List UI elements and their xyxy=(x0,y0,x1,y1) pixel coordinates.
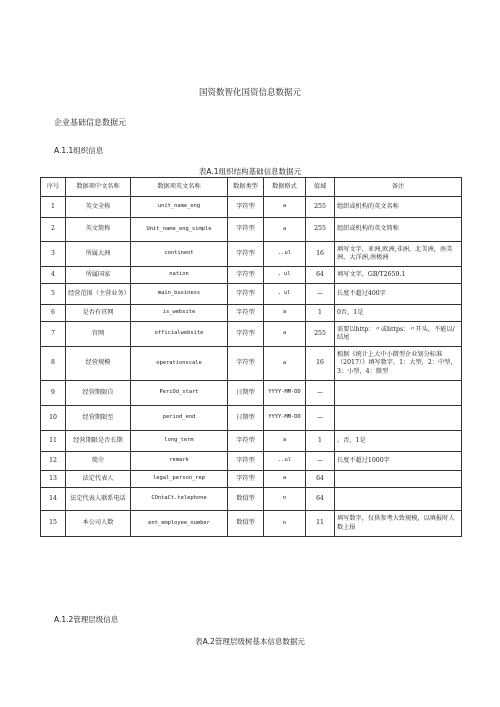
row-index: 7 xyxy=(41,322,66,347)
subsection-org-info: A.1.1组织信息 xyxy=(54,146,104,155)
row-remarks: 长度不超过400字 xyxy=(335,284,462,305)
row-en-name: period_end xyxy=(131,406,228,431)
row-remarks xyxy=(335,406,462,431)
table-row xyxy=(41,452,462,471)
row-value-range: 16 xyxy=(306,347,335,381)
row-index: 5 xyxy=(41,284,66,305)
row-value-range: 1 xyxy=(306,431,335,452)
row-data-type: 字符型 xyxy=(228,431,264,452)
row-index: 4 xyxy=(41,267,66,284)
header-value-range: 值域 xyxy=(306,178,335,197)
table-row xyxy=(41,284,462,305)
row-cn-name: 官网 xyxy=(66,322,131,347)
row-data-format: YYYY-MM-DD xyxy=(264,406,306,431)
row-value-range: 1 xyxy=(306,305,335,322)
document-title: 国资数智化国资信息数据元 xyxy=(198,88,301,98)
row-cn-name: 所属大洲 xyxy=(66,242,131,267)
row-remarks: 组织或机构的英文名称 xyxy=(335,197,462,218)
header-index: 序号 xyxy=(41,178,66,197)
row-en-name: continent xyxy=(131,242,228,267)
row-value-range: 255 xyxy=(306,218,335,242)
table-row xyxy=(41,347,462,381)
row-data-format: 、ul xyxy=(264,267,306,284)
row-data-format: a xyxy=(264,322,306,347)
row-index: 1 xyxy=(41,197,66,218)
row-en-name: main_business xyxy=(131,284,228,305)
row-cn-name: 英文简称 xyxy=(66,218,131,242)
row-cn-name: 经营期限是否长期 xyxy=(66,431,131,452)
table-row xyxy=(41,218,462,242)
row-index: 10 xyxy=(41,406,66,431)
row-value-range: 16 xyxy=(306,242,335,267)
row-value-range: 11 xyxy=(306,511,335,537)
header-en-name: 数据项英文名称 xyxy=(131,178,228,197)
table-row xyxy=(41,511,462,537)
row-cn-name: 英文全称 xyxy=(66,197,131,218)
header-remarks: 备注 xyxy=(335,178,462,197)
row-data-type: 数值型 xyxy=(228,488,264,511)
row-data-type: 字符型 xyxy=(228,242,264,267)
table-row xyxy=(41,322,462,347)
row-data-format: a xyxy=(264,305,306,322)
row-remarks: 填写数字，仅供参考大致规模，以填报时人数上报 xyxy=(335,511,462,537)
table-row xyxy=(41,381,462,406)
row-data-format: a xyxy=(264,431,306,452)
row-index: 9 xyxy=(41,381,66,406)
table-row xyxy=(41,267,462,284)
row-value-range: 64 xyxy=(306,471,335,488)
row-en-name: nation xyxy=(131,267,228,284)
row-remarks: 长度不超过1000字 xyxy=(335,452,462,471)
table-row xyxy=(41,406,462,431)
section-heading: 企业基础信息数据元 xyxy=(54,118,126,127)
row-cn-name: 本公司人数 xyxy=(66,511,131,537)
row-data-type: 日期型 xyxy=(228,381,264,406)
table-row xyxy=(41,197,462,218)
table-row xyxy=(41,305,462,322)
row-data-type: 字符型 xyxy=(228,267,264,284)
row-cn-name: 简介 xyxy=(66,452,131,471)
row-value-range: 64 xyxy=(306,267,335,284)
header-cn-name: 数据项中文名称 xyxy=(66,178,131,197)
table-2-caption: 表A.2管理层级树基本信息数据元 xyxy=(195,637,305,646)
row-en-name: unit_name_eng xyxy=(131,197,228,218)
row-index: 14 xyxy=(41,488,66,511)
row-en-name: legal_person_rep xyxy=(131,471,228,488)
table-1-caption: 表A.1组织结构基础信息数据元 xyxy=(198,167,302,176)
row-remarks xyxy=(335,488,462,511)
row-data-format: a xyxy=(264,347,306,381)
row-data-type: 字符型 xyxy=(228,218,264,242)
row-remarks xyxy=(335,381,462,406)
row-en-name: ent_employee_number xyxy=(131,511,228,537)
row-remarks: 填写文字，亚洲,欧洲,非洲，北美洲，南美洲，大洋洲,南极洲 xyxy=(335,242,462,267)
row-index: 8 xyxy=(41,347,66,381)
row-data-format: a xyxy=(264,197,306,218)
table-header-row xyxy=(41,178,462,197)
row-data-format: 、ul xyxy=(264,284,306,305)
row-data-format: n xyxy=(264,511,306,537)
row-index: 6 xyxy=(41,305,66,322)
row-en-name: long_term xyxy=(131,431,228,452)
row-value-range: — xyxy=(306,381,335,406)
row-data-type: 日期型 xyxy=(228,406,264,431)
row-cn-name: 法定代表人联系电话 xyxy=(66,488,131,511)
row-en-name: PeriOd_start xyxy=(131,381,228,406)
row-data-format: n xyxy=(264,488,306,511)
table-row xyxy=(41,471,462,488)
row-data-type: 字符型 xyxy=(228,471,264,488)
row-value-range: 64 xyxy=(306,488,335,511)
row-en-name: Unit_name_eng_simple xyxy=(131,218,228,242)
row-remarks: 根据《统计上大中小微型企业划分标准（2017）》填写数字，1：大型，2：中型，3：小型，4：微型 xyxy=(335,347,462,381)
row-en-name: operationscale xyxy=(131,347,228,381)
row-data-type: 字符型 xyxy=(228,322,264,347)
row-data-type: 字符型 xyxy=(228,305,264,322)
table-row xyxy=(41,242,462,267)
row-remarks: 填写文字，GB/T2659.1 xyxy=(335,267,462,284)
row-cn-name: 经营范围（主营业务） xyxy=(66,284,131,305)
row-remarks xyxy=(335,471,462,488)
row-index: 12 xyxy=(41,452,66,471)
row-en-name: is_website xyxy=(131,305,228,322)
row-value-range: — xyxy=(306,284,335,305)
row-cn-name: 经营规模 xyxy=(66,347,131,381)
row-remarks: 组织或机构的英文简称 xyxy=(335,218,462,242)
row-remarks: 。否，1是 xyxy=(335,431,462,452)
row-index: 13 xyxy=(41,471,66,488)
row-data-format: a xyxy=(264,218,306,242)
row-data-type: 数值型 xyxy=(228,511,264,537)
row-data-format: YYYY-MM-DD xyxy=(264,381,306,406)
row-cn-name: 经营期限自 xyxy=(66,381,131,406)
row-remarks: 0否，1是 xyxy=(335,305,462,322)
row-en-name: officialwebsite xyxy=(131,322,228,347)
header-data-format: 数据格式 xyxy=(264,178,306,197)
row-data-type: 字符型 xyxy=(228,452,264,471)
row-cn-name: 所属国家 xyxy=(66,267,131,284)
row-value-range: — xyxy=(306,452,335,471)
table-row xyxy=(41,488,462,511)
row-data-type: 字符型 xyxy=(228,347,264,381)
row-value-range: 255 xyxy=(306,322,335,347)
row-en-name: remark xyxy=(131,452,228,471)
header-data-type: 数据类型 xyxy=(228,178,264,197)
org-structure-table xyxy=(40,177,462,537)
row-index: 3 xyxy=(41,242,66,267)
row-index: 2 xyxy=(41,218,66,242)
row-data-format: ..ul xyxy=(264,452,306,471)
row-en-name: COntaCt.telephone xyxy=(131,488,228,511)
subsection-management-level: A.1.2管理层级信息 xyxy=(54,615,119,624)
row-cn-name: 法定代表人 xyxy=(66,471,131,488)
row-index: 15 xyxy=(41,511,66,537)
row-cn-name: 经营期限至 xyxy=(66,406,131,431)
row-cn-name: 是否有官网 xyxy=(66,305,131,322)
table-row xyxy=(41,431,462,452)
row-index: 11 xyxy=(41,431,66,452)
row-value-range: 255 xyxy=(306,197,335,218)
row-data-type: 字符型 xyxy=(228,197,264,218)
row-data-type: 字符型 xyxy=(228,284,264,305)
row-data-format: ..ul xyxy=(264,242,306,267)
row-data-format: a xyxy=(264,471,306,488)
row-remarks: 需要以http：〃或https：〃开头，不能以/结尾 xyxy=(335,322,462,347)
row-value-range: — xyxy=(306,406,335,431)
